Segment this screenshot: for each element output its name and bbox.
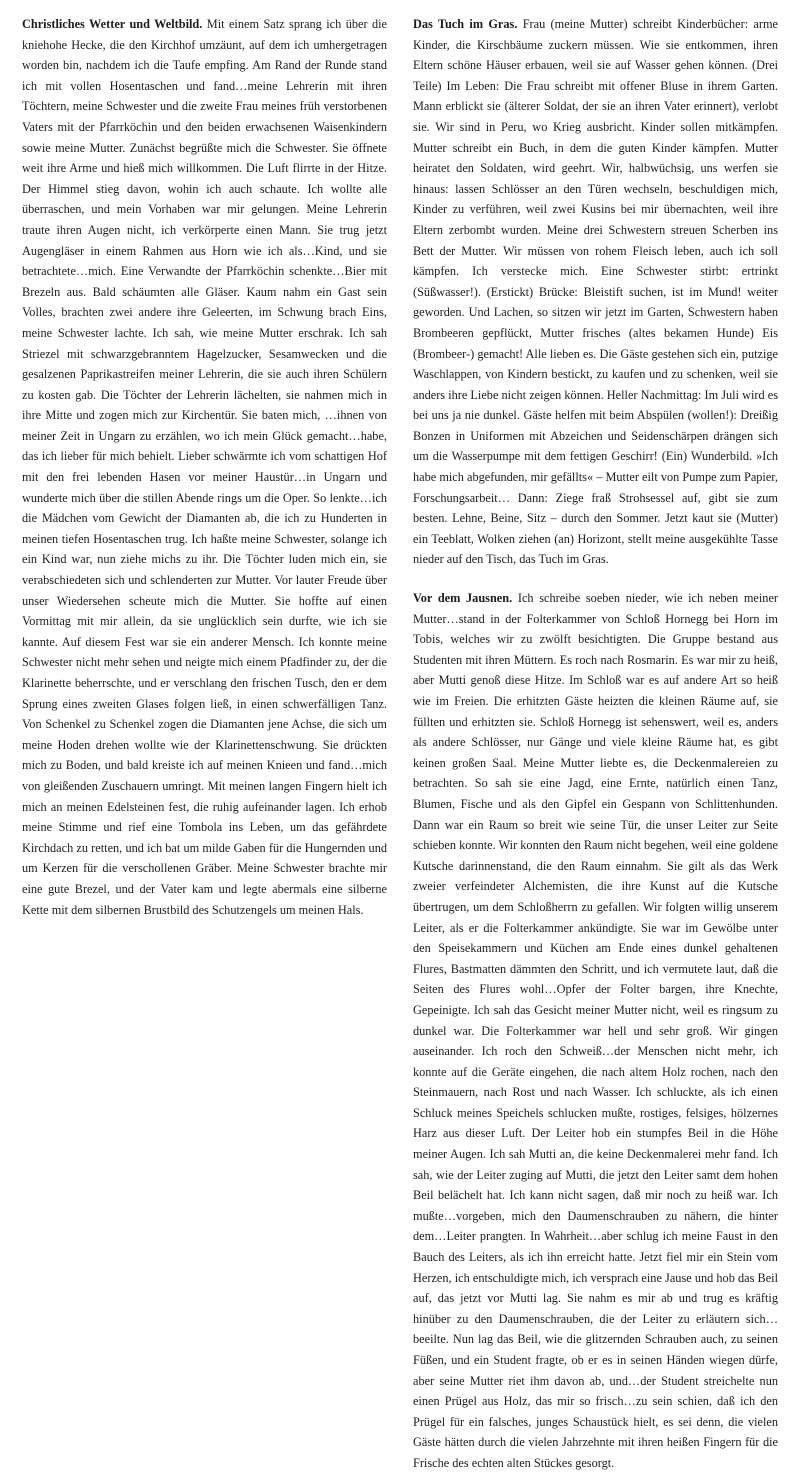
right-column	[413, 14, 778, 1474]
entry-title: Das Tuch im Gras.	[413, 17, 518, 31]
left-column	[22, 14, 387, 920]
entry-body: Frau (meine Mutter) schreibt Kinderbücher: arme Kinder, die Kirschbäume zuckern müssen. Wie sie entkommen, ihren Eltern schöne Häuser erbauen, weil sie auf Wasser gehen können. (Drei Teile) Im Leben: Die Frau schreibt mit offener Bluse in ihrem Garten. Mann erblickt sie (älterer Soldat, der sie an ihren Vater erinnert), verlobt sie. Wir sind in Peru, wo Krieg ausbricht. Kinder sollen mitkämpfen. Mutter schreibt ein Buch, in dem die guten Kinder kämpfen. Mutter heiratet den Soldaten, wird geehrt. Wir, halbwüchsig, uns werfen sie hinaus: lassen Schlösser an den Türen wechseln, beschuldigen mich, Kinder zu verführen, weil zwei Kusins bei mir übernachten, weil ihre Eltern zerbombt wurden. Meine drei Schwestern streuen Scherben ins Bett der Mutter. Wir müssen von rohem Fleisch leben, auch ich soll kämpfen. Ich verstecke mich. Eine Schwester stirbt: ertrinkt (Süßwasser!). (Erstickt) Brücke: Bleistift suchen, ist im Mund! weiter geworden. Und Lachen, so sitzen wir jetzt im Garten, Schwestern haben Brombeeren gepflückt, Mutter frisches (altes bekamen Hunde) Eis (Brombeer-) gemacht! Alle lieben es. Die Gäste gestehen sich ein, putzige Waschlappen, von Kindern bestickt, zu kaufen und zu schenken, weil sie anders ihre Liebe nicht zeigen können. Heller Nachmittag: Im Juli wird es bei uns ja nie dunkel. Gäste helfen mit beim Abspülen (wollen!): Dreißig Bonzen in Uniformen mit Abzeichen und Seidenschärpen drängen sich um die Wasserpumpe mit dem fettigen Geschirr! (Ein) Wunderbild. »Ich habe mich abgefunden, mir gefällts« – Mutter eilt von Pumpe zum Papier, Forschungsarbeit… Dann: Ziege fraß Strohsessel auf, gibt sie zum besten. Lehne, Beine, Sitz – durch den Sommer. Jetzt kaut sie (Mutter) ein Teeblatt, Wolken ziehen (an) Horizont, stellt meine ausgekühlte Tasse nieder auf den Tisch, das Tuch im Gras.	[413, 17, 779, 567]
entry-body: Ich schreibe soeben nieder, wie ich neben meiner Mutter…stand in der Folterkammer von Schloß Hornegg bei Horn im Tobis, welches wir zu zwölft besichtigten. Die Gruppe bestand aus Studenten mit ihren Müttern. Es roch nach Rosmarin. Es war mir zu heiß, aber Mutti genoß diese Hitze. Im Schloß war es auf andere Art so heiß wie im Freien. Die erhitzten Gäste heizten die kleinen Räume auf, sie füllten und erhitzten sie. Schloß Hornegg ist sehenswert, weil es, anders als andere Schlösser, nur Gänge und viele kleine Räume hat, es gibt keinen großen Saal. Meine Mutter liebte es, die Deckenmalereien zu betrachten. So sah sie eine Jagd, eine Ernte, natürlich einen Tanz, Blumen, Fische und als den Gipfel ein Gespann von Schlittenhunden. Dann war ein Raum so breit wie seine Tür, die unser Leiter zur Seite schieben konnte. Wir konnten den Raum nicht begehen, weil eine goldene Kutsche darinnenstand, die den Raum einnahm. Sie gilt als das Werk zweier verfeindeter Alchemisten, die ihre Kunst auf die Kutsche übertrugen, um dem Schloßherrn zu gefallen. Wir folgten willig unserem Leiter, als er die Folterkammer ankündigte. Sie war im Gewölbe unter den Speisekammern und Küchen am Ende eines dunkel gehaltenen Flures, Bastmatten dämmten den Schritt, und ich vermutete laut, daß die Seiten des Flures wohl…Opfer der Folter bargen, ihre Knechte, Gepeinigte. Ich sah das Gesicht meiner Mutter nicht, weil es ringsum zu dunkel war. Die Folterkammer war hell und sehr groß. Wir gingen auseinander. Ich roch den Schweiß…der Menschen nicht mehr, ich konnte auf die Geräte eingehen, die nach altem Holz rochen, nach den Steinmauern, nach Rost und nach Wasser. Ich schluckte, als ich einen Schluck meines Speichels schlucken mußte, rostiges, felsiges, hölzernes Harz aus dieser Luft. Der Leiter hob ein stumpfes Beil in die Höhe meiner Augen. Ich sah Mutti an, die keine Deckenmalerei mehr fand. Ich sah, wie der Leiter zuging auf Mutti, die jetzt den Leiter samt dem hohen Beil belächelt hat. Ich kann nicht sagen, daß mir noch zu heiß war. Ich mußte…vorgeben, mich den Daumenschrauben zu nähern, die hinter dem…Leiter prangten. In Wahrheit…aber schlug ich meine Faust in den Bauch des Leiters, als ich ihn erreicht hatte. Jetzt fiel mir ein Stein vom Herzen, ich entschuldigte mich, ich versprach eine Jause und hob das Beil auf, das jetzt vor Mutti lag. Sie nahm es mir ab und trug es kräftig hinüber zu den Daumenschrauben, die der Leiter zu erläutern sich…beeilte. Nun lag das Beil, wie die glitzernden Schrauben auch, zu seinen Füßen, und ein Student fragte, ob er es in seinen Händen wiegen dürfe, aber seine Mutter riet ihm davon ab, und…der Student streichelte nun einen Prügel aus Holz, das mir so frisch…zu sein schien, daß ich den Prügel für ein falsches, junges Schaustück hielt, es sei denn, die vielen Gäste hätten durch die vielen Jahrzehnte mit ihren heißen Fingern für die Frische des echten alten Stückes gesorgt.	[413, 591, 779, 1470]
entry-christliches-wetter	[22, 14, 387, 920]
entry-das-tuch-im-gras	[413, 14, 778, 570]
entry-title: Christliches Wetter und Weltbild.	[22, 17, 203, 31]
entry-vor-dem-jausnen	[413, 588, 778, 1474]
entry-body: Mit einem Satz sprang ich über die kniehohe Hecke, die den Kirchhof umzäunt, auf dem ich umhergetragen worden bin, nachdem ich die Taufe empfing. Am Rand der Runde stand ich mit vollen Hosentaschen und fand…meine Lehrerin mit ihren Töchtern, meine Schwester und die zweite Frau meines früh verstorbenen Vaters mit der Pfarrköchin und den beiden erwachsenen Waisenkindern sowie meine Mutter. Zunächst begrüßte mich die Schwester. Sie öffnete weit ihre Arme und hieß mich willkommen. Die Luft flirrte in der Hitze. Der Himmel stieg davon, wohin ich auch schaute. Ich wollte alle überraschen, und mein Vorhaben war mir gelungen. Meine Lehrerin traute ihren Augen nicht, ich verkörperte einen Mann. Sie trug jetzt Augengläser in einem Rahmen aus Horn wie ich als…Kind, und sie betrachtete…mich. Eine Verwandte der Pfarrköchin schenkte…Bier mit Brezeln aus. Bald schäumten alle Gläser. Kaum nahm ein Gast sein Volles, brachten zwei andere ihre Geleerten, im Schwung brach Eins, meine Schwester lachte. Ich sah, wie meine Mutter erschrak. Ich sah Striezel mit schwarzgebranntem Hagelzucker, Sesamwecken und die gesalzenen Paprikastreifen meiner Lehrerin, die sie auch ihren Schülern zu kosten gab. Die Töchter der Lehrerin lächelten, sie nahmen mich in ihre Mitte und zogen mich zur Kirchentür. Sie baten mich, …ihnen von meiner Zeit in Ungarn zu erzählen, wo ich mein Glück gemacht…habe, das ich lieber für mich behielt. Lieber schwärmte ich vom schattigen Hof mit den frei lebenden Hasen vor meiner Haustür…in Ungarn und wunderte mich über die stillen Abende rings um die Oper. So lenkte…ich die Mädchen vom Gewicht der Diamanten ab, die ich zu Hunderten in meinen tiefen Hosentaschen trug. Ich haßte meine Schwester, solange ich ein Kind war, nun ziehe michs zu ihr. Die Töchter luden mich ein, sie verabschiedeten sich und schlenderten zur Mutter. Vor lauter Freude über unser Wiedersehen scheute mich die Mutter. Sie hoffte auf einen Vormittag mit mir allein, da sie unglücklich sein durfte, wie ich sie kannte. Auf diesem Fest war sie ein anderer Mensch. Ich konnte meine Schwester nicht mehr sehen und neigte mich einem Pfadfinder zu, der die Klarinette beherrschte, und er verschlang den frischen Tusch, den er dem Sprung eines zweiten Glases folgen ließ, in einen schwerfälligen Tanz. Von Schenkel zu Schenkel zogen die Diamanten jene Achse, die sich um meine Hoden drehen wollte wie der Klarinettenschwung. Sie drückten mich zu Boden, und bald kreiste ich auf meinen Knieen und fand…mich von gleißenden Zuschauern umringt. Mit meinen langen Fingern hielt ich mich an meinen Edelsteinen fest, die ruhig aufeinander lagen. Ich erhob meine Stimme und rief eine Tombola ins Leben, um das gefährdete Kirchdach zu retten, und ich bat um milde Gaben für die Hungernden und um Kerzen für die verschollenen Gräber. Meine Schwester brachte mir eine gute Brezel, und der Vater kam und legte abermals eine silberne Kette mit dem silbernen Brustbild des Schutzengels um meinen Hals.	[22, 17, 388, 917]
entry-title: Vor dem Jausnen.	[413, 591, 513, 606]
